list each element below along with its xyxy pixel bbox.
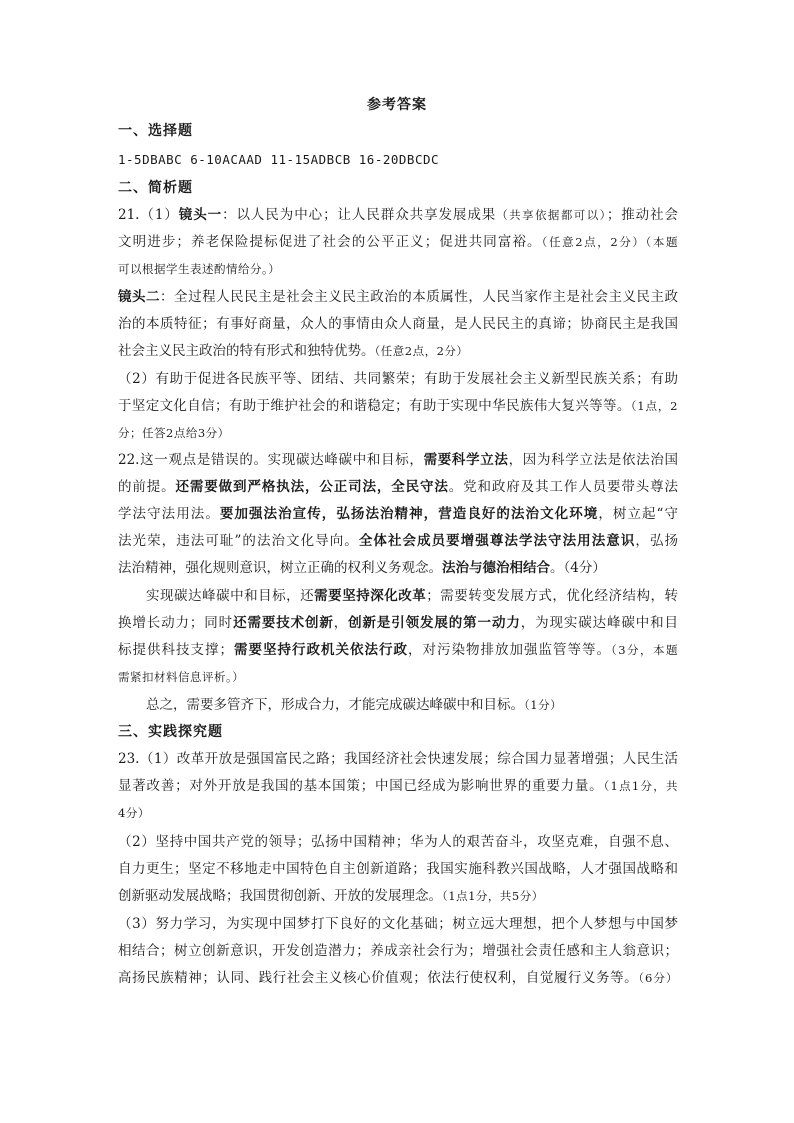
q23-3-line-1: （3）努力学习，为实现中国梦打下良好的文化基础；树立远大理想，把个人梦想与中国梦 bbox=[118, 916, 678, 932]
q23-2-line-3: 创新驱动发展战略；我国贯彻创新、开放的发展理念。（1点1分，共5分） bbox=[118, 888, 544, 904]
q23-3-line-2: 相结合；树立创新意识，开发创造潜力；养成亲社会行为；增强社会责任感和主人翁意识； bbox=[118, 943, 678, 959]
page-title: 参考答案 bbox=[367, 97, 427, 113]
q21-line-3: 可以根据学生表述酌情给分。） bbox=[118, 262, 281, 276]
section-heading-analysis: 二、简析题 bbox=[118, 180, 193, 196]
q22-para2-line-4: 需紧扣材料信息评析。） bbox=[118, 670, 245, 684]
q21-line-1: 21.（1）镜头一：以人民为中心；让人民群众共享发展成果（共享依据都可以）；推动社会 bbox=[118, 207, 679, 223]
q21-shot2-line-3: 社会主义民主政治的特有形式和独特优势。（任意2点，2分） bbox=[118, 343, 469, 359]
q21-2-line-1: （2）有助于促进各民族平等、团结、共同繁荣；有助于发展社会主义新型民族关系；有助 bbox=[118, 371, 678, 387]
q22-para2-line-2: 换增长动力；同时还需要技术创新，创新是引领发展的第一动力，为现实碳达峰碳中和目 bbox=[118, 615, 679, 631]
choice-answers: 1-5DBABC 6-10ACAAD 11-15ADBCB 16-20DBCDC bbox=[118, 152, 440, 167]
q22-line-4: 法光荣，违法可耻”的法治文化导向。全体社会成员要增强尊法学法守法用法意识，弘扬 bbox=[118, 533, 679, 549]
q21-shot2-line-2: 治的本质特征；有事好商量，众人的事情由众人商量，是人民民主的真谛；协商民主是我国 bbox=[118, 316, 678, 332]
q22-conclusion: 总之，需要多管齐下，形成合力，才能完成碳达峰碳中和目标。（1分） bbox=[146, 697, 563, 713]
q22-line-2: 的前提。还需要做到严格执法，公正司法，全民守法。党和政府及其工作人员要带头尊法 bbox=[118, 479, 679, 495]
q21-2-line-2: 于坚定文化自信；有助于维护社会的和谐稳定；有助于实现中华民族伟大复兴等等。（1点，2 bbox=[118, 398, 678, 414]
section-heading-practice: 三、实践探究题 bbox=[118, 724, 223, 740]
q21-2-line-3: 分；任答2点给3分） bbox=[118, 426, 230, 440]
q23-3-line-3: 高扬民族精神；认同、践行社会主义核心价值观；依法行使权利，自觉履行义务等。（6分） bbox=[118, 970, 678, 986]
q23-2-line-2: 自力更生；坚定不移地走中国特色自主创新道路；我国实施科教兴国战略，人才强国战略和 bbox=[118, 861, 678, 877]
q22-para2-line-3: 标提供科技支撑；需要坚持行政机关依法行政，对污染物排放加强监管等等。（3分，本题 bbox=[118, 642, 679, 658]
section-heading-choice: 一、选择题 bbox=[118, 123, 193, 139]
q22-line-1: 22.这一观点是错误的。实现碳达峰碳中和目标，需要科学立法，因为科学立法是依法治国 bbox=[118, 452, 678, 468]
q21-line-2: 文明进步；养老保险提标促进了社会的公平正义；促进共同富裕。（任意2点，2分）（本题 bbox=[118, 234, 679, 250]
q22-line-5: 法治精神，强化规则意识，树立正确的权利义务观念。法治与德治相结合。（4分） bbox=[118, 560, 606, 576]
q21-shot2-line-1: 镜头二：全过程人民民主是社会主义民主政治的本质属性，人民当家作主是社会主义民主政 bbox=[118, 289, 679, 305]
q23-2-line-1: （2）坚持中国共产党的领导；弘扬中国精神；华为人的艰苦奋斗，攻坚克难，自强不息、 bbox=[118, 834, 678, 850]
q23-1-line-1: 23.（1）改革开放是强国富民之路；我国经济社会快速发展；综合国力显著增强；人民生活 bbox=[118, 751, 678, 767]
q22-para2-line-1: 实现碳达峰碳中和目标，还需要坚持深化改革；需要转变发展方式，优化经济结构，转 bbox=[146, 588, 679, 604]
q22-line-3: 学法守法用法。要加强法治宣传，弘扬法治精神，营造良好的法治文化环境，树立起“守 bbox=[118, 506, 679, 522]
q23-1-line-2: 显著改善；对外开放是我国的基本国策；中国已经成为影响世界的重要力量。（1点1分，共 bbox=[118, 778, 679, 794]
q23-1-line-3: 4分） bbox=[118, 806, 150, 820]
